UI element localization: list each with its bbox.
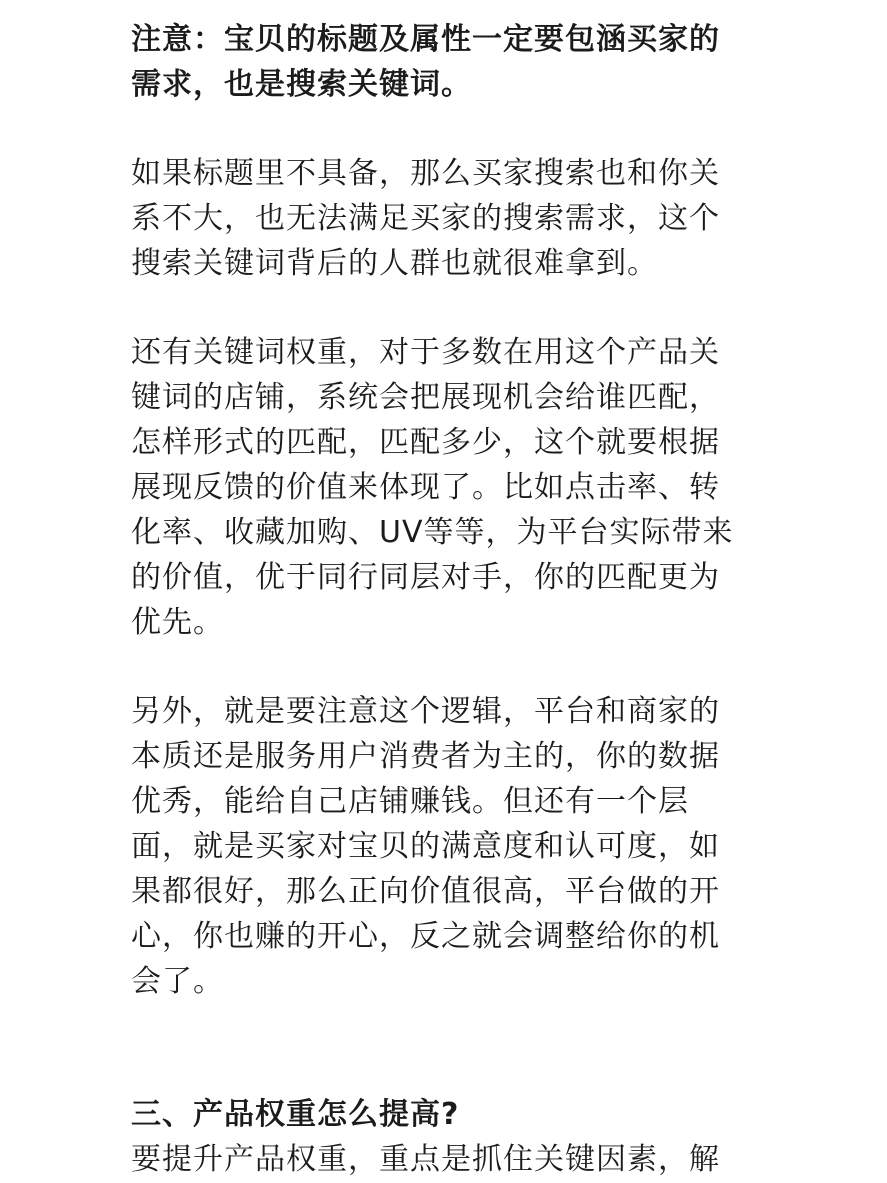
note-line: 注意：宝贝的标题及属性一定要包涵买家的 [131,22,720,57]
paragraph-line: 心，你也赚的开心，反之就会调整给你的机 [131,919,720,954]
paragraph-line: 另外，就是要注意这个逻辑，平台和商家的 [131,694,720,729]
paragraph-line: 优秀，能给自己店铺赚钱。但还有一个层 [131,784,689,819]
paragraph-line: 键词的店铺，系统会把展现机会给谁匹配， [131,380,720,415]
paragraph-line: 优先。 [131,605,224,640]
paragraph-line: 还有关键词权重，对于多数在用这个产品关 [131,335,720,370]
section-heading: 三、产品权重怎么提高? [131,1097,460,1132]
paragraph-line: 展现反馈的价值来体现了。比如点击率、转 [131,470,720,505]
paragraph-line: 如果标题里不具备，那么买家搜索也和你关 [131,156,720,191]
paragraph-line: 系不大，也无法满足买家的搜索需求，这个 [131,201,720,236]
paragraph-line: 本质还是服务用户消费者为主的，你的数据 [131,739,720,774]
paragraph-line: 化率、收藏加购、UV等等，为平台实际带来 [131,515,734,550]
paragraph-line: 面，就是买家对宝贝的满意度和认可度，如 [131,829,720,864]
paragraph-line: 搜索关键词背后的人群也就很难拿到。 [131,246,658,281]
paragraph-line: 会了。 [131,964,224,999]
paragraph-line: 要提升产品权重，重点是抓住关键因素，解 [131,1142,720,1177]
paragraph-line: 果都很好，那么正向价值很高，平台做的开 [131,874,720,909]
note-line: 需求，也是搜索关键词。 [131,67,472,102]
paragraph-line: 怎样形式的匹配，匹配多少，这个就要根据 [131,425,720,460]
paragraph-line: 的价值，优于同行同层对手，你的匹配更为 [131,560,720,595]
